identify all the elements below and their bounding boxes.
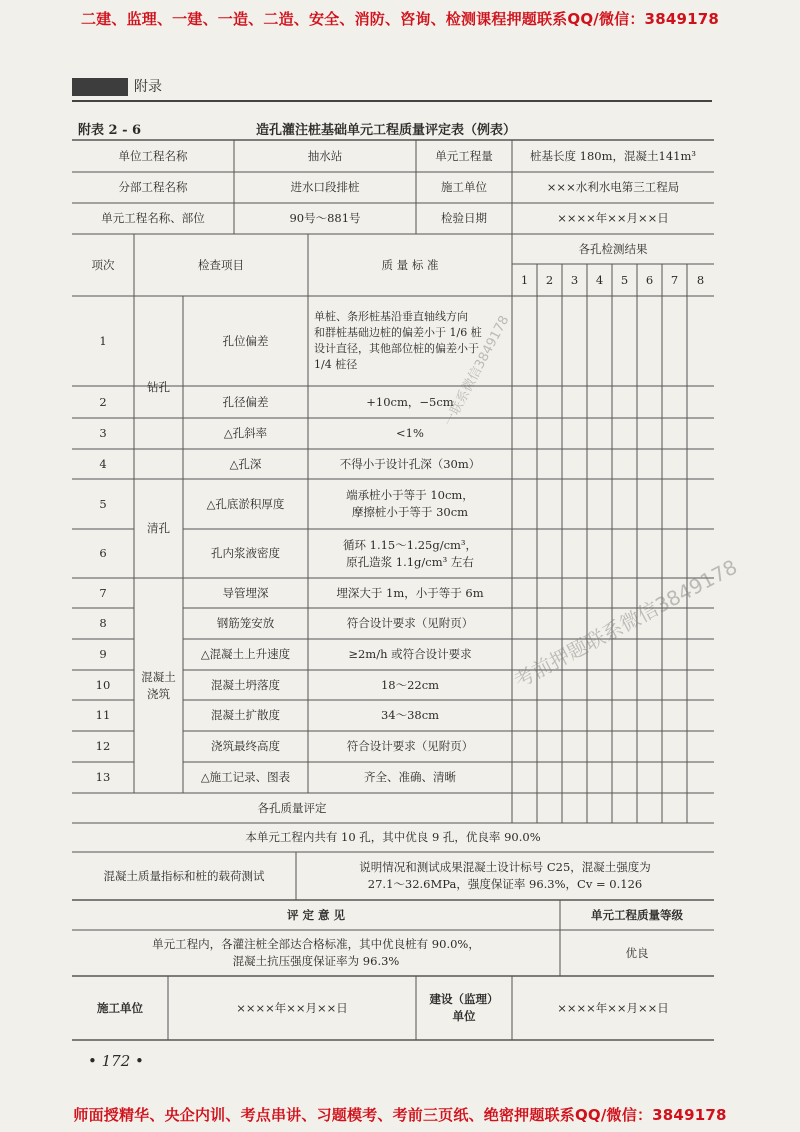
- row-standard-line: 摩擦桩小于等于 30cm: [351, 505, 469, 519]
- row-item: 孔内浆液密度: [211, 546, 280, 561]
- opinion-label: 评 定 意 见: [286, 907, 345, 922]
- row-standard-line: 1/4 桩径: [314, 357, 358, 371]
- group-pour: [134, 578, 183, 793]
- bottom-promo-banner: 师面授精华、央企内训、考点串讲、习题模考、考前三页纸、绝密押题联系QQ/微信：3849178: [73, 1106, 727, 1124]
- summary-text: 本单元工程内共有 10 孔，其中优良 9 孔，优良率 90.0%: [245, 830, 541, 845]
- col-header-standard: 质 量 标 准: [381, 257, 439, 272]
- opinion-line2: 混凝土抗压强度保证率为 96.3%: [232, 954, 400, 968]
- row-standard: ≥2m/h 或符合设计要求: [348, 647, 472, 662]
- concrete-line2: 27.1～32.6MPa，强度保证率 96.3%，Cv = 0.126: [367, 877, 643, 891]
- row-standard-line: 端承桩小于等于 10cm，: [346, 488, 474, 503]
- row-item: △孔深: [229, 456, 262, 471]
- row-no: 5: [99, 496, 107, 511]
- col-header-results: 各孔检测结果: [578, 241, 648, 256]
- row-item: 钢筋笼安放: [216, 616, 275, 631]
- row-no: 3: [99, 426, 107, 441]
- inspect-date-label: 检验日期: [441, 211, 487, 226]
- hole-eval-label: 各孔质量评定: [257, 800, 327, 815]
- row-item: 浇筑最终高度: [211, 739, 280, 754]
- sig-contractor-date: ××××年××月××日: [236, 1000, 348, 1015]
- row-item: 混凝土扩散度: [211, 708, 280, 723]
- hole-header-1: 1: [520, 272, 529, 287]
- concrete-line1: 说明情况和测试成果混凝土设计标号 C25，混凝土强度为: [359, 860, 651, 875]
- row-standard: +10cm，−5cm: [366, 394, 454, 409]
- sub-project-label: 分部工程名称: [118, 180, 188, 195]
- row-no: 7: [99, 585, 107, 600]
- unit-project-label: 单位工程名称: [118, 148, 188, 163]
- grade-label: 单元工程质量等级: [591, 907, 683, 922]
- watermark-1: 一联系微信3849178: [441, 313, 513, 429]
- row-no: 9: [99, 647, 107, 662]
- row-item: 混凝土坍落度: [211, 677, 280, 692]
- row-no: 10: [95, 677, 111, 692]
- table-title: 造孔灌注桩基础单元工程质量评定表（例表）: [256, 123, 517, 138]
- row-no: 8: [99, 616, 107, 631]
- row-standard-line: 循环 1.15～1.25g/cm³，: [342, 537, 478, 552]
- group-pour-line1: 混凝土: [141, 669, 176, 684]
- sig-contractor-label: 施工单位: [97, 1000, 143, 1015]
- section-header: 附录: [134, 79, 162, 95]
- table-number: 附表 2 - 6: [78, 123, 142, 138]
- row-standard: [308, 529, 512, 578]
- unit-qty-value: 桩基长度 180m，混凝土141m³: [530, 148, 696, 163]
- row-no: 13: [95, 770, 111, 785]
- group-pour-line2: 浇筑: [147, 686, 170, 701]
- unit-qty-label: 单元工程量: [435, 148, 493, 163]
- grade-value: 优良: [625, 945, 649, 960]
- concrete-result: [296, 852, 714, 900]
- row-standard: 埋深大于 1m，小于等于 6m: [336, 585, 484, 600]
- row-no: 2: [99, 394, 107, 409]
- row-standard: 符合设计要求（见附页）: [346, 739, 474, 754]
- row-item: △孔斜率: [223, 426, 268, 441]
- hole-header-4: 4: [595, 272, 604, 287]
- row-item: △施工记录、图表: [200, 770, 291, 785]
- group-drill: 钻孔: [147, 380, 170, 395]
- row-standard: [308, 296, 512, 386]
- page-number: • 172 •: [88, 1052, 144, 1070]
- unit-name-value: 90号～881号: [289, 211, 361, 226]
- row-standard-line: 原孔造浆 1.1g/cm³ 左右: [346, 554, 474, 569]
- row-item: 导管埋深: [222, 585, 269, 600]
- row-no: 1: [99, 333, 107, 348]
- unit-project-value: 抽水站: [307, 148, 343, 163]
- group-clean: 清孔: [147, 521, 170, 536]
- row-standard: 不得小于设计孔深（30m）: [339, 456, 481, 471]
- contractor-label: 施工单位: [441, 180, 487, 195]
- row-no: 11: [95, 708, 111, 723]
- opinion-text: [72, 930, 560, 976]
- hole-header-3: 3: [570, 272, 579, 287]
- opinion-line1: 单元工程内，各灌注桩全部达合格标准，其中优良桩有 90.0%，: [152, 937, 480, 952]
- row-no: 6: [99, 546, 107, 561]
- row-no: 12: [95, 739, 111, 754]
- watermark-2: 考前押题联系微信3849178: [509, 554, 742, 693]
- unit-name-label: 单元工程名称、部位: [101, 211, 205, 226]
- row-standard-line: 单桩、条形桩基沿垂直轴线方向: [314, 310, 468, 324]
- row-item: 孔位偏差: [222, 333, 269, 348]
- hole-header-8: 8: [696, 272, 705, 287]
- row-standard: 34～38cm: [380, 708, 440, 723]
- col-header-item: 检查项目: [198, 257, 244, 272]
- row-standard: <1%: [396, 426, 424, 441]
- sig-supervisor-label: [416, 976, 512, 1040]
- hole-header-2: 2: [545, 272, 554, 287]
- hole-header-6: 6: [645, 272, 654, 287]
- row-standard: 齐全、准确、清晰: [364, 770, 456, 785]
- hole-header-7: 7: [670, 272, 679, 287]
- sig-supervisor-date: ××××年××月××日: [557, 1000, 669, 1015]
- row-standard: 符合设计要求（见附页）: [346, 616, 474, 631]
- row-item: 孔径偏差: [222, 394, 269, 409]
- row-standard: [308, 479, 512, 529]
- contractor-value: ×××水利水电第三工程局: [546, 180, 680, 195]
- row-no: 4: [99, 456, 107, 471]
- row-standard-line: 和群桩基础边桩的偏差小于 1/6 桩: [314, 326, 482, 340]
- sig-supervisor-line2: 单位: [452, 1009, 476, 1023]
- sub-project-value: 进水口段排桩: [290, 180, 360, 195]
- row-standard: 18～22cm: [380, 677, 440, 692]
- row-item: △混凝土上升速度: [200, 647, 291, 662]
- concrete-label: 混凝土质量指标和桩的载荷测试: [103, 868, 265, 883]
- top-promo-banner: 二建、监理、一建、一造、二造、安全、消防、咨询、检测课程押题联系QQ/微信：3849178: [80, 10, 720, 28]
- col-header-seq: 项次: [91, 257, 115, 272]
- inspect-date-value: ××××年××月××日: [557, 211, 669, 226]
- row-standard-line: 设计直径，其他部位桩的偏差小于: [314, 342, 479, 355]
- hole-header-5: 5: [620, 272, 629, 287]
- sig-supervisor-line1: 建设（监理）: [429, 992, 499, 1007]
- row-item: △孔底淤积厚度: [206, 496, 285, 511]
